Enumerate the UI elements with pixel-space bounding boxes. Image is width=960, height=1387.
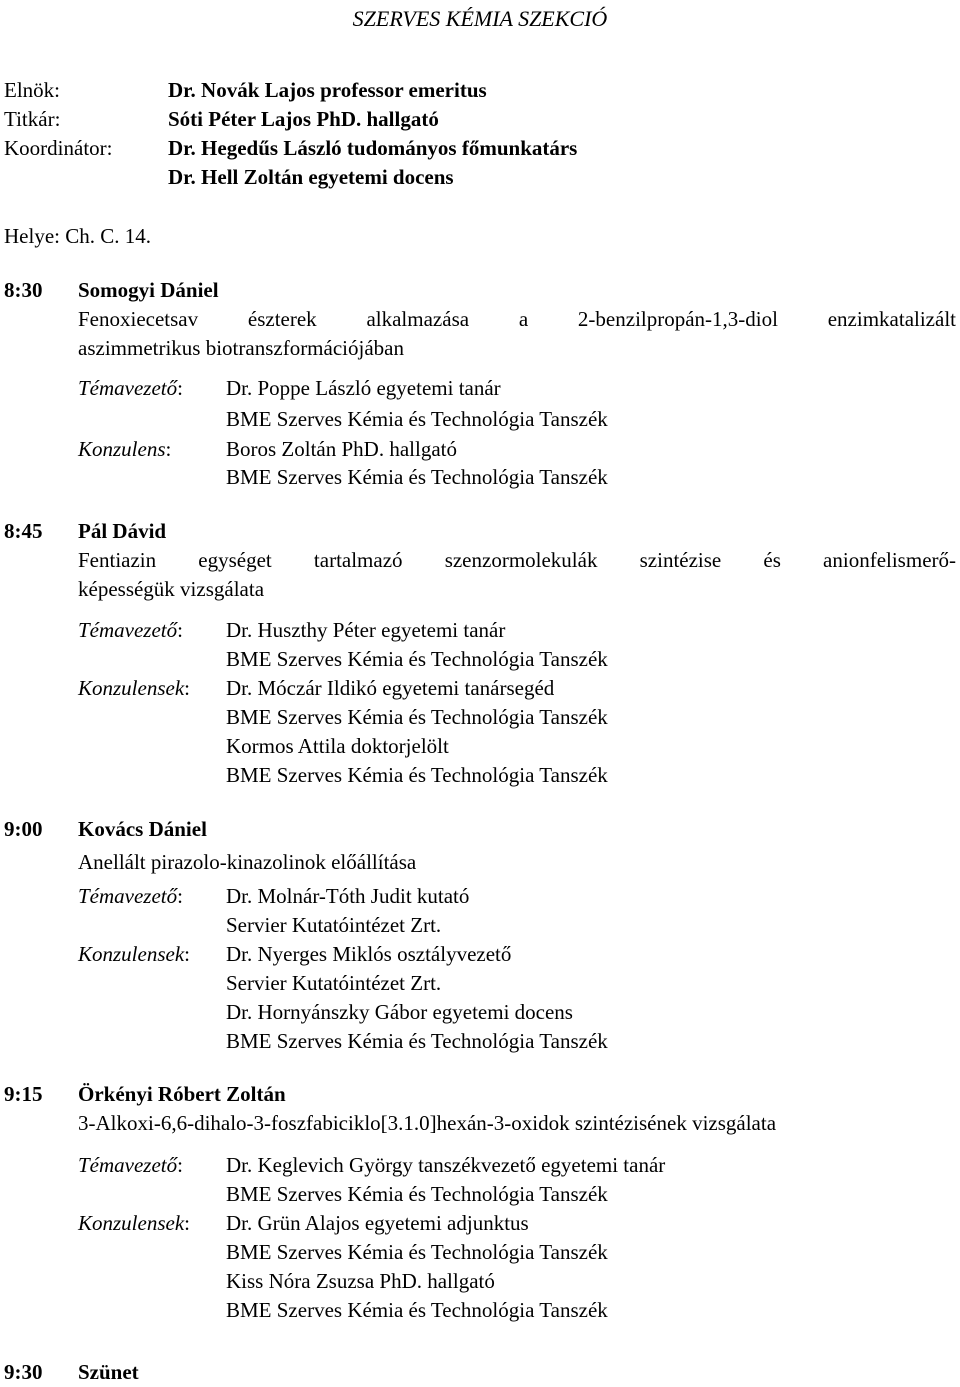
talk-presenter: Kovács Dániel (78, 817, 207, 841)
talk-time: 8:45 (4, 519, 43, 543)
supervisor-label: Témavezető: (78, 884, 183, 908)
supervisor-name: Dr. Huszthy Péter egyetemi tanár (226, 618, 506, 642)
consultant-affiliation: BME Szerves Kémia és Technológia Tanszék (226, 1240, 608, 1264)
consultant-affiliation: BME Szerves Kémia és Technológia Tanszék (226, 705, 608, 729)
consultant-affiliation: BME Szerves Kémia és Technológia Tanszék (226, 465, 608, 489)
consultant-affiliation: BME Szerves Kémia és Technológia Tanszék (226, 1298, 608, 1322)
consultant-name: Dr. Móczár Ildikó egyetemi tanársegéd (226, 676, 555, 700)
session-location: Helye: Ch. C. 14. (4, 224, 151, 248)
consultant-label: Konzulensek: (78, 942, 190, 966)
consultant-affiliation: BME Szerves Kémia és Technológia Tanszék (226, 763, 608, 787)
talk-presenter: Somogyi Dániel (78, 278, 219, 302)
break-label: Szünet (78, 1360, 139, 1384)
section-title: SZERVES KÉMIA SZEKCIÓ (352, 6, 608, 31)
supervisor-label: Témavezető: (78, 376, 183, 400)
supervisor-affiliation: BME Szerves Kémia és Technológia Tanszék (226, 1182, 608, 1206)
consultant-label: Konzulensek: (78, 676, 190, 700)
officer-name-chair: Dr. Novák Lajos professor emeritus (168, 78, 487, 102)
talk-title-line: képességük vizsgálata (78, 577, 265, 601)
supervisor-affiliation: BME Szerves Kémia és Technológia Tanszék (226, 407, 608, 431)
officer-name-secretary: Sóti Péter Lajos PhD. hallgató (168, 107, 439, 131)
consultant-name: Kormos Attila doktorjelölt (226, 734, 449, 758)
talk-presenter: Örkényi Róbert Zoltán (78, 1082, 286, 1106)
supervisor-name: Dr. Keglevich György tanszékvezető egyetemi tanár (226, 1153, 666, 1177)
talk-presenter: Pál Dávid (78, 519, 167, 543)
supervisor-affiliation: Servier Kutatóintézet Zrt. (226, 913, 442, 937)
officer-label-secretary: Titkár: (4, 107, 61, 131)
talk-title-line: Fenoxiecetsav észterek alkalmazása a 2-benzilpropán-1,3-diol enzimkatalizált (78, 307, 956, 331)
consultant-name: Kiss Nóra Zsuzsa PhD. hallgató (226, 1269, 495, 1293)
talk-time: 8:30 (4, 278, 43, 302)
officer-label-coordinator: Koordinátor: (4, 136, 113, 160)
officer-label-chair: Elnök: (4, 78, 60, 102)
supervisor-label: Témavezető: (78, 1153, 183, 1177)
consultant-affiliation: Servier Kutatóintézet Zrt. (226, 971, 442, 995)
consultant-name: Dr. Nyerges Miklós osztályvezető (226, 942, 512, 966)
officer-name-coordinator-1: Dr. Hegedűs László tudományos főmunkatárs (168, 136, 578, 160)
supervisor-label: Témavezető: (78, 618, 183, 642)
supervisor-name: Dr. Molnár-Tóth Judit kutató (226, 884, 470, 908)
talk-title-line: Anellált pirazolo-kinazolinok előállítása (78, 850, 417, 874)
officer-name-coordinator-2: Dr. Hell Zoltán egyetemi docens (168, 165, 454, 189)
talk-title-line: 3-Alkoxi-6,6-dihalo-3-foszfabiciklo[3.1.0]hexán-3-oxidok szintézisének vizsgálata (78, 1111, 777, 1135)
consultant-affiliation: BME Szerves Kémia és Technológia Tanszék (226, 1029, 608, 1053)
talk-time: 9:00 (4, 817, 43, 841)
supervisor-name: Dr. Poppe László egyetemi tanár (226, 376, 501, 400)
break-time: 9:30 (4, 1360, 43, 1384)
talk-title-line: Fentiazin egységet tartalmazó szenzormolekulák szintézise és anionfelismerő- (78, 548, 956, 572)
consultant-name: Boros Zoltán PhD. hallgató (226, 437, 457, 461)
talk-title-line: aszimmetrikus biotranszformációjában (78, 336, 404, 360)
consultant-label: Konzulensek: (78, 1211, 190, 1235)
consultant-name: Dr. Hornyánszky Gábor egyetemi docens (226, 1000, 573, 1024)
consultant-name: Dr. Grün Alajos egyetemi adjunktus (226, 1211, 529, 1235)
talk-time: 9:15 (4, 1082, 43, 1106)
consultant-label: Konzulens: (78, 437, 172, 461)
supervisor-affiliation: BME Szerves Kémia és Technológia Tanszék (226, 647, 608, 671)
